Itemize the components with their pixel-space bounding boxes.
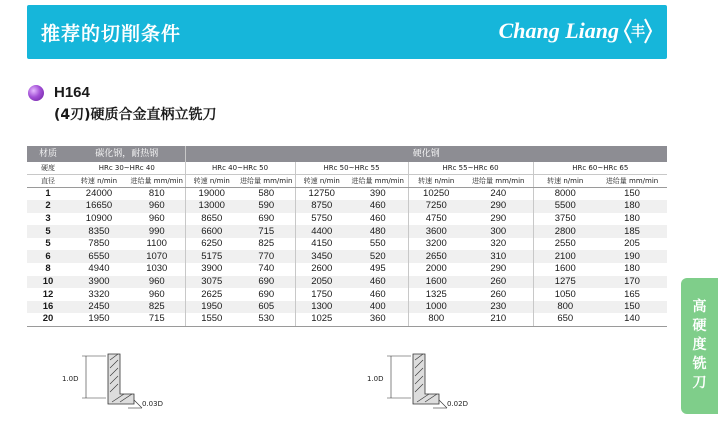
material-label: 材质 [27, 146, 69, 162]
product-subtitle: (4刃)硬质合金直柄立铣刀 [54, 107, 217, 123]
cutting-depth-diagram [58, 352, 178, 414]
table-header-material [27, 146, 667, 162]
feed-cell: 810 [148, 188, 165, 200]
width-label: 0.03D [142, 400, 163, 408]
cutting-depth-diagram [363, 352, 483, 414]
speed-cell: 1050 [533, 288, 597, 301]
feed-cell: 550 [369, 238, 386, 250]
brand-logo-icon [623, 16, 653, 46]
speed-cell: 4940 [88, 263, 110, 275]
speed-cell: 1000 [408, 301, 464, 314]
feed-cell: 960 [129, 200, 185, 213]
feed-cell: 165 [624, 288, 640, 300]
speed-cell: 13000 [185, 200, 238, 213]
feed-cell: 605 [238, 301, 295, 314]
diameter-cell: 5 [27, 225, 69, 238]
diameter-cell: 10 [27, 276, 69, 289]
feed-cell: 495 [369, 263, 386, 275]
table-row [27, 200, 667, 213]
diameter-label: 直径 [27, 175, 69, 188]
speed-cell: 6550 [69, 250, 129, 263]
feed-cell: 580 [258, 188, 275, 200]
feed-cell: 310 [464, 250, 533, 263]
feed-cell: 260 [490, 288, 507, 300]
diameter-cell: 20 [27, 313, 69, 326]
speed-cell: 3075 [185, 276, 238, 289]
speed-header: 转速 n/min [295, 175, 348, 188]
speed-cell: 4150 [295, 238, 348, 251]
hardness-range: HRc 55~HRc 60 [408, 162, 533, 175]
feed-cell: 185 [597, 225, 667, 238]
feed-cell: 190 [597, 250, 667, 263]
speed-cell: 1600 [533, 263, 597, 276]
table-header-hardness [27, 162, 667, 175]
diameter-cell: 6 [27, 250, 69, 263]
feed-header: 进给量 mm/min [464, 175, 533, 188]
speed-cell: 1025 [295, 313, 348, 326]
speed-cell: 4400 [295, 225, 348, 238]
cutting-conditions-table [27, 146, 667, 327]
speed-cell: 7250 [408, 200, 464, 213]
feed-cell: 180 [597, 200, 667, 213]
title-banner [27, 5, 667, 59]
table-row [27, 263, 667, 276]
speed-cell: 1750 [295, 288, 348, 301]
speed-cell: 8350 [69, 225, 129, 238]
table-row [27, 313, 667, 326]
side-tab-label: 高 硬 度 铣 刀 [692, 299, 707, 391]
feed-cell: 290 [490, 212, 507, 224]
depth-label: 1.0D [62, 375, 79, 383]
feed-cell: 180 [624, 263, 640, 275]
feed-header: 进给量 mm/min [129, 175, 185, 188]
speed-cell: 10250 [408, 188, 464, 201]
feed-cell: 230 [464, 301, 533, 314]
feed-cell: 740 [258, 263, 275, 275]
feed-cell: 460 [348, 200, 408, 213]
product-model: H164 [54, 84, 90, 101]
speed-cell: 3600 [408, 225, 464, 238]
speed-cell: 800 [408, 313, 464, 326]
hardness-range: HRc 40~HRc 50 [185, 162, 295, 175]
diameter-cell: 16 [27, 301, 69, 314]
speed-cell: 3200 [408, 238, 464, 251]
feed-cell: 960 [148, 288, 165, 300]
feed-cell: 1070 [129, 250, 185, 263]
category-side-tab[interactable] [681, 278, 718, 414]
feed-header: 进给量 mm/min [348, 175, 408, 188]
speed-cell: 5500 [533, 200, 597, 213]
speed-cell: 1950 [185, 301, 238, 314]
diameter-cell: 5 [45, 238, 51, 250]
speed-cell: 1325 [408, 288, 464, 301]
speed-cell: 3900 [185, 263, 238, 276]
feed-cell: 210 [464, 313, 533, 326]
speed-cell: 1300 [295, 301, 348, 314]
feed-cell: 290 [490, 263, 507, 275]
speed-cell: 2000 [408, 263, 464, 276]
speed-cell: 12750 [295, 188, 348, 201]
speed-cell: 2800 [533, 225, 597, 238]
feed-cell: 205 [624, 238, 640, 250]
diameter-cell: 1 [45, 188, 51, 200]
feed-cell: 590 [238, 200, 295, 213]
speed-cell: 2050 [295, 276, 348, 289]
speed-cell: 4750 [408, 213, 464, 226]
feed-cell: 300 [464, 225, 533, 238]
feed-cell: 770 [238, 250, 295, 263]
speed-header: 转速 n/min [69, 175, 129, 188]
table-row [27, 225, 667, 238]
speed-cell: 2450 [69, 301, 129, 314]
feed-cell: 320 [490, 238, 507, 250]
diameter-cell: 8 [45, 263, 51, 275]
feed-cell: 290 [464, 200, 533, 213]
logo-glyph: 丰 [631, 24, 645, 40]
feed-cell: 960 [129, 276, 185, 289]
depth-label: 1.0D [367, 375, 384, 383]
speed-cell: 650 [533, 313, 597, 326]
feed-cell: 360 [348, 313, 408, 326]
speed-cell: 2100 [533, 250, 597, 263]
speed-cell: 7850 [88, 238, 110, 250]
table-row [27, 238, 667, 251]
speed-cell: 3450 [295, 250, 348, 263]
feed-cell: 140 [597, 313, 667, 326]
speed-cell: 1275 [533, 276, 597, 289]
speed-cell: 2650 [408, 250, 464, 263]
feed-cell: 150 [624, 188, 640, 200]
speed-cell: 800 [533, 301, 597, 314]
feed-cell: 260 [464, 276, 533, 289]
speed-cell: 3750 [533, 213, 597, 226]
speed-header: 转速 n/min [185, 175, 238, 188]
brand-name: Chang Liang [498, 18, 619, 43]
speed-cell: 6250 [185, 238, 238, 251]
feed-cell: 690 [258, 212, 275, 224]
speed-cell: 1550 [185, 313, 238, 326]
feed-cell: 460 [369, 212, 386, 224]
feed-cell: 715 [238, 225, 295, 238]
hardness-range: HRc 30~HRc 40 [69, 162, 185, 175]
feed-cell: 240 [490, 188, 507, 200]
hardness-range: HRc 50~HRc 55 [295, 162, 408, 175]
feed-cell: 1030 [146, 263, 168, 275]
speed-cell: 8750 [295, 200, 348, 213]
table-row [27, 250, 667, 263]
speed-cell: 6600 [185, 225, 238, 238]
speed-cell: 3900 [69, 276, 129, 289]
speed-cell: 2600 [295, 263, 348, 276]
feed-cell: 530 [238, 313, 295, 326]
banner-title: 推荐的切削条件 [41, 23, 182, 45]
table-row [27, 288, 667, 301]
speed-cell: 2550 [533, 238, 597, 251]
speed-cell: 2625 [185, 288, 238, 301]
speed-cell: 5750 [295, 213, 348, 226]
width-label: 0.02D [447, 400, 468, 408]
table-row [27, 213, 667, 226]
speed-cell: 16650 [69, 200, 129, 213]
feed-header: 进给量 mm/min [597, 175, 667, 188]
feed-cell: 460 [348, 276, 408, 289]
speed-cell: 8650 [185, 213, 238, 226]
table-row [27, 276, 667, 289]
feed-cell: 690 [238, 276, 295, 289]
diameter-cell: 12 [42, 288, 54, 300]
feed-header: 进给量 mm/min [238, 175, 295, 188]
feed-cell: 390 [369, 188, 386, 200]
feed-cell: 825 [129, 301, 185, 314]
speed-cell: 19000 [185, 188, 238, 201]
feed-cell: 480 [348, 225, 408, 238]
table-row [27, 188, 667, 201]
feed-cell: 520 [348, 250, 408, 263]
table-header-columns [27, 175, 667, 188]
speed-header: 转速 n/min [408, 175, 464, 188]
material-group-carbon-steel: 碳化钢，耐热钢 [69, 146, 185, 162]
feed-cell: 715 [129, 313, 185, 326]
speed-cell: 1950 [69, 313, 129, 326]
speed-header: 转速 n/min [533, 175, 597, 188]
feed-cell: 825 [258, 238, 275, 250]
speed-cell: 24000 [85, 188, 113, 200]
feed-cell: 690 [258, 288, 275, 300]
feed-cell: 180 [624, 212, 640, 224]
speed-cell: 10900 [85, 212, 113, 224]
speed-cell: 5175 [185, 250, 238, 263]
speed-cell: 8000 [533, 188, 597, 201]
diameter-cell: 3 [45, 212, 51, 224]
feed-cell: 150 [597, 301, 667, 314]
material-group-hardened-steel: 硬化钢 [185, 146, 667, 162]
diameter-cell: 2 [27, 200, 69, 213]
feed-cell: 400 [348, 301, 408, 314]
feed-cell: 960 [148, 212, 165, 224]
feed-cell: 1100 [146, 238, 167, 250]
feed-cell: 170 [597, 276, 667, 289]
feed-cell: 460 [369, 288, 386, 300]
table-row [27, 301, 667, 314]
speed-cell: 3320 [88, 288, 110, 300]
hardness-label: 硬度 [27, 162, 69, 175]
feed-cell: 990 [129, 225, 185, 238]
purple-bullet-icon [28, 85, 44, 101]
hardness-range: HRc 60~HRc 65 [533, 162, 667, 175]
speed-cell: 1600 [408, 276, 464, 289]
